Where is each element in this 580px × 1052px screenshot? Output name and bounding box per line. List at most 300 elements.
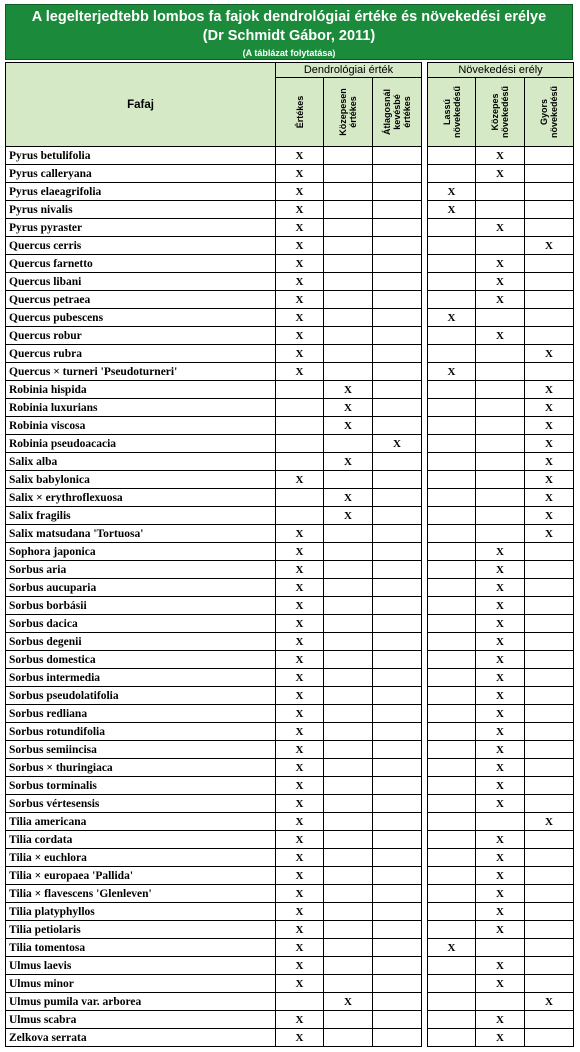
dendro-cell bbox=[324, 777, 373, 795]
growth-cell: X bbox=[525, 345, 574, 363]
species-name: Salix matsudana 'Tortuosa' bbox=[6, 525, 276, 543]
growth-cell bbox=[525, 651, 574, 669]
growth-cell bbox=[476, 525, 525, 543]
growth-cell bbox=[525, 759, 574, 777]
dendro-cell bbox=[324, 813, 373, 831]
table-row bbox=[6, 183, 422, 201]
table-row bbox=[428, 525, 574, 543]
dendro-cell bbox=[324, 669, 373, 687]
table-row bbox=[6, 939, 422, 957]
dendro-cell bbox=[324, 219, 373, 237]
growth-cell bbox=[428, 849, 476, 867]
growth-cell bbox=[428, 273, 476, 291]
growth-cell bbox=[476, 435, 525, 453]
growth-cell bbox=[476, 813, 525, 831]
table-title: A legelterjedtebb lombos fa fajok dendrológiai értéke és növekedési erélye bbox=[31, 9, 547, 25]
dendro-cell: X bbox=[324, 507, 373, 525]
table-row bbox=[6, 471, 422, 489]
dendro-cell: X bbox=[276, 669, 324, 687]
dendro-cell bbox=[324, 165, 373, 183]
table-row bbox=[6, 615, 422, 633]
table-row bbox=[428, 489, 574, 507]
growth-cell: X bbox=[476, 633, 525, 651]
species-name: Robinia luxurians bbox=[6, 399, 276, 417]
table-row bbox=[428, 219, 574, 237]
table-row bbox=[428, 867, 574, 885]
dendro-cell: X bbox=[276, 201, 324, 219]
table-row bbox=[6, 489, 422, 507]
dendro-cell bbox=[373, 831, 422, 849]
table-row bbox=[428, 327, 574, 345]
table-row bbox=[428, 831, 574, 849]
table-row bbox=[6, 399, 422, 417]
dendro-cell bbox=[373, 885, 422, 903]
table-row bbox=[6, 849, 422, 867]
dendro-cell bbox=[324, 1029, 373, 1047]
table-row bbox=[428, 615, 574, 633]
growth-cell: X bbox=[476, 903, 525, 921]
dendro-cell bbox=[373, 1011, 422, 1029]
table-row bbox=[428, 777, 574, 795]
species-name: Sorbus torminalis bbox=[6, 777, 276, 795]
growth-cell: X bbox=[476, 651, 525, 669]
species-name: Sorbus intermedia bbox=[6, 669, 276, 687]
table-row bbox=[6, 831, 422, 849]
growth-cell bbox=[428, 435, 476, 453]
dendro-cell bbox=[373, 867, 422, 885]
dendro-cell: X bbox=[276, 525, 324, 543]
table-row bbox=[6, 705, 422, 723]
species-name: Tilia tomentosa bbox=[6, 939, 276, 957]
table-row bbox=[6, 1029, 422, 1047]
dendro-cell: X bbox=[276, 705, 324, 723]
title-banner bbox=[5, 4, 573, 60]
dendro-cell bbox=[324, 309, 373, 327]
growth-cell bbox=[428, 1011, 476, 1029]
species-name: Quercus farnetto bbox=[6, 255, 276, 273]
growth-cell bbox=[428, 723, 476, 741]
table-row bbox=[6, 993, 422, 1011]
growth-col-lassu: Lassú növekedésű bbox=[428, 78, 476, 147]
growth-cell: X bbox=[476, 561, 525, 579]
growth-cell bbox=[428, 237, 476, 255]
table-source: (Dr Schmidt Gábor, 2011) bbox=[202, 28, 376, 44]
growth-cell bbox=[428, 705, 476, 723]
growth-cell bbox=[476, 471, 525, 489]
growth-cell: X bbox=[476, 687, 525, 705]
growth-cell bbox=[476, 489, 525, 507]
table-row bbox=[428, 147, 574, 165]
dendro-cell bbox=[373, 777, 422, 795]
growth-cell: X bbox=[476, 147, 525, 165]
growth-cell: X bbox=[476, 327, 525, 345]
species-name: Sorbus redliana bbox=[6, 705, 276, 723]
growth-cell bbox=[476, 201, 525, 219]
dendro-cell bbox=[324, 255, 373, 273]
dendro-cell bbox=[373, 723, 422, 741]
species-name: Sorbus × thuringiaca bbox=[6, 759, 276, 777]
dendro-cell bbox=[324, 921, 373, 939]
growth-cell bbox=[525, 363, 574, 381]
dendro-cell bbox=[324, 345, 373, 363]
dendro-cell bbox=[373, 633, 422, 651]
dendro-cell: X bbox=[276, 741, 324, 759]
growth-cell: X bbox=[525, 435, 574, 453]
dendro-cell bbox=[373, 903, 422, 921]
dendro-cell bbox=[324, 903, 373, 921]
table-row bbox=[428, 903, 574, 921]
dendro-cell bbox=[373, 849, 422, 867]
dendro-cell bbox=[373, 507, 422, 525]
dendro-cell bbox=[373, 543, 422, 561]
table-row bbox=[428, 255, 574, 273]
dendro-cell bbox=[324, 147, 373, 165]
dendro-cell bbox=[373, 309, 422, 327]
species-name: Sorbus aucuparia bbox=[6, 579, 276, 597]
dendro-cell bbox=[373, 579, 422, 597]
dendro-cell bbox=[324, 795, 373, 813]
growth-cell: X bbox=[525, 399, 574, 417]
species-name: Quercus robur bbox=[6, 327, 276, 345]
table-row bbox=[6, 327, 422, 345]
dendro-cell: X bbox=[276, 759, 324, 777]
species-name: Quercus rubra bbox=[6, 345, 276, 363]
table-row bbox=[428, 363, 574, 381]
table-row bbox=[6, 219, 422, 237]
growth-cell: X bbox=[476, 957, 525, 975]
dendro-cell bbox=[324, 759, 373, 777]
growth-cell: X bbox=[525, 993, 574, 1011]
dendro-cell bbox=[373, 597, 422, 615]
dendro-cell bbox=[373, 363, 422, 381]
growth-cell bbox=[525, 885, 574, 903]
dendro-cell: X bbox=[276, 687, 324, 705]
growth-cell: X bbox=[525, 237, 574, 255]
species-name: Pyrus calleryana bbox=[6, 165, 276, 183]
dendro-cell: X bbox=[276, 237, 324, 255]
table-row bbox=[428, 1029, 574, 1047]
growth-cell bbox=[428, 687, 476, 705]
dendro-cell: X bbox=[324, 453, 373, 471]
species-name: Robinia viscosa bbox=[6, 417, 276, 435]
dendro-cell: X bbox=[276, 903, 324, 921]
dendro-cell: X bbox=[276, 651, 324, 669]
dendro-cell bbox=[373, 705, 422, 723]
growth-cell: X bbox=[428, 363, 476, 381]
dendro-cell bbox=[324, 183, 373, 201]
dendro-cell: X bbox=[276, 885, 324, 903]
growth-cell: X bbox=[476, 705, 525, 723]
dendro-cell bbox=[373, 147, 422, 165]
table-row bbox=[428, 381, 574, 399]
growth-cell bbox=[525, 597, 574, 615]
growth-cell bbox=[428, 651, 476, 669]
growth-cell bbox=[428, 453, 476, 471]
growth-cell bbox=[428, 291, 476, 309]
table-row bbox=[428, 993, 574, 1011]
growth-cell bbox=[428, 975, 476, 993]
species-name: Ulmus pumila var. arborea bbox=[6, 993, 276, 1011]
dendro-cell: X bbox=[276, 471, 324, 489]
growth-cell bbox=[525, 795, 574, 813]
dendro-col-ertekes: Értékes bbox=[276, 78, 324, 147]
dendro-cell bbox=[373, 993, 422, 1011]
growth-cell: X bbox=[428, 201, 476, 219]
dendro-cell bbox=[324, 867, 373, 885]
dendro-cell bbox=[373, 975, 422, 993]
table-row bbox=[6, 561, 422, 579]
growth-cell: X bbox=[525, 507, 574, 525]
growth-cell: X bbox=[476, 975, 525, 993]
table-row bbox=[6, 633, 422, 651]
dendro-cell bbox=[373, 471, 422, 489]
table-row bbox=[428, 309, 574, 327]
table-row bbox=[6, 579, 422, 597]
dendro-cell bbox=[373, 399, 422, 417]
table-row bbox=[6, 417, 422, 435]
species-name: Quercus cerris bbox=[6, 237, 276, 255]
dendro-cell bbox=[373, 291, 422, 309]
dendro-cell bbox=[373, 669, 422, 687]
dendro-cell: X bbox=[276, 273, 324, 291]
growth-cell: X bbox=[476, 579, 525, 597]
species-name: Sorbus domestica bbox=[6, 651, 276, 669]
dendro-cell bbox=[276, 417, 324, 435]
table-row bbox=[428, 687, 574, 705]
table-row bbox=[428, 669, 574, 687]
growth-cell: X bbox=[476, 1011, 525, 1029]
table-row bbox=[428, 921, 574, 939]
dendro-cell: X bbox=[324, 399, 373, 417]
dendro-cell bbox=[324, 273, 373, 291]
table-row bbox=[6, 291, 422, 309]
table-row bbox=[6, 381, 422, 399]
table-row bbox=[428, 183, 574, 201]
growth-cell: X bbox=[476, 669, 525, 687]
table-row bbox=[428, 759, 574, 777]
dendro-cell bbox=[324, 957, 373, 975]
growth-cell bbox=[476, 183, 525, 201]
dendro-cell bbox=[324, 435, 373, 453]
growth-cell bbox=[428, 1029, 476, 1047]
growth-cell bbox=[525, 921, 574, 939]
species-name: Ulmus minor bbox=[6, 975, 276, 993]
table-row bbox=[6, 237, 422, 255]
dendro-cell: X bbox=[276, 255, 324, 273]
dendro-cell bbox=[324, 327, 373, 345]
growth-cell bbox=[428, 669, 476, 687]
species-name: Tilia × euchlora bbox=[6, 849, 276, 867]
species-name: Salix alba bbox=[6, 453, 276, 471]
growth-cell bbox=[428, 903, 476, 921]
dendro-cell: X bbox=[276, 777, 324, 795]
growth-cell bbox=[428, 957, 476, 975]
table-row bbox=[428, 723, 574, 741]
growth-cell bbox=[428, 417, 476, 435]
dendro-cell: X bbox=[324, 381, 373, 399]
table-row bbox=[428, 507, 574, 525]
growth-cell bbox=[525, 183, 574, 201]
table-row bbox=[428, 273, 574, 291]
table-row bbox=[6, 741, 422, 759]
dendro-cell bbox=[373, 165, 422, 183]
table-row bbox=[6, 921, 422, 939]
dendro-cell: X bbox=[276, 1029, 324, 1047]
growth-cell: X bbox=[476, 795, 525, 813]
dendro-cell bbox=[373, 921, 422, 939]
table-row bbox=[428, 957, 574, 975]
species-name: Sorbus borbásii bbox=[6, 597, 276, 615]
table-row bbox=[428, 417, 574, 435]
growth-cell bbox=[525, 561, 574, 579]
table-row bbox=[6, 507, 422, 525]
dendro-cell: X bbox=[276, 579, 324, 597]
dendro-cell bbox=[276, 381, 324, 399]
growth-cell: X bbox=[476, 759, 525, 777]
dendro-cell bbox=[324, 831, 373, 849]
table-row bbox=[6, 597, 422, 615]
growth-cell bbox=[525, 741, 574, 759]
table-row bbox=[428, 237, 574, 255]
dendro-cell bbox=[324, 291, 373, 309]
dendro-cell bbox=[373, 813, 422, 831]
table-row bbox=[428, 561, 574, 579]
species-name: Ulmus laevis bbox=[6, 957, 276, 975]
growth-cell bbox=[428, 615, 476, 633]
growth-cell bbox=[525, 273, 574, 291]
dendro-cell: X bbox=[276, 615, 324, 633]
table-row bbox=[428, 471, 574, 489]
growth-cell: X bbox=[476, 777, 525, 795]
growth-cell bbox=[428, 489, 476, 507]
dendro-cell: X bbox=[276, 543, 324, 561]
growth-cell bbox=[428, 741, 476, 759]
dendro-cell bbox=[324, 975, 373, 993]
dendro-cell bbox=[276, 399, 324, 417]
species-dendro-table bbox=[5, 62, 422, 1047]
dendro-cell bbox=[373, 561, 422, 579]
table-row bbox=[6, 1011, 422, 1029]
table-row bbox=[428, 435, 574, 453]
growth-cell: X bbox=[525, 489, 574, 507]
dendro-cell bbox=[324, 471, 373, 489]
dendro-cell bbox=[373, 489, 422, 507]
growth-cell: X bbox=[476, 867, 525, 885]
dendro-cell bbox=[276, 435, 324, 453]
dendro-cell: X bbox=[276, 561, 324, 579]
growth-cell: X bbox=[428, 939, 476, 957]
dendro-cell bbox=[324, 1011, 373, 1029]
dendro-group-header: Dendrológiai érték bbox=[276, 63, 422, 78]
growth-cell bbox=[525, 1011, 574, 1029]
growth-cell bbox=[525, 777, 574, 795]
growth-cell bbox=[476, 993, 525, 1011]
dendro-cell bbox=[373, 219, 422, 237]
dendro-cell bbox=[324, 561, 373, 579]
growth-cell: X bbox=[525, 417, 574, 435]
dendro-cell bbox=[276, 993, 324, 1011]
table-row bbox=[428, 165, 574, 183]
dendro-cell: X bbox=[324, 993, 373, 1011]
dendro-cell bbox=[324, 849, 373, 867]
table-row bbox=[428, 885, 574, 903]
growth-cell bbox=[428, 147, 476, 165]
fafaj-header: Fafaj bbox=[6, 63, 276, 147]
growth-cell bbox=[476, 453, 525, 471]
growth-cell bbox=[525, 687, 574, 705]
growth-cell bbox=[525, 543, 574, 561]
species-name: Sorbus rotundifolia bbox=[6, 723, 276, 741]
table-row bbox=[428, 291, 574, 309]
dendro-cell bbox=[373, 255, 422, 273]
dendro-cell bbox=[324, 597, 373, 615]
table-row bbox=[6, 165, 422, 183]
species-name: Quercus libani bbox=[6, 273, 276, 291]
growth-cell: X bbox=[476, 723, 525, 741]
growth-cell bbox=[428, 633, 476, 651]
dendro-col-atlagosnal: Átlagosnál kevésbé értékes bbox=[373, 78, 422, 147]
dendro-cell bbox=[373, 381, 422, 399]
growth-cell bbox=[525, 939, 574, 957]
dendro-cell bbox=[324, 579, 373, 597]
growth-cell bbox=[428, 813, 476, 831]
dendro-cell bbox=[373, 615, 422, 633]
dendro-cell bbox=[373, 453, 422, 471]
dendro-cell: X bbox=[276, 147, 324, 165]
growth-cell bbox=[525, 327, 574, 345]
growth-cell bbox=[525, 723, 574, 741]
table-row bbox=[6, 867, 422, 885]
growth-cell: X bbox=[476, 615, 525, 633]
dendro-cell bbox=[373, 795, 422, 813]
dendro-cell: X bbox=[276, 975, 324, 993]
dendro-cell bbox=[324, 651, 373, 669]
species-name: Sorbus dacica bbox=[6, 615, 276, 633]
growth-cell bbox=[525, 615, 574, 633]
growth-cell bbox=[476, 417, 525, 435]
dendro-cell: X bbox=[276, 867, 324, 885]
growth-cell bbox=[525, 579, 574, 597]
growth-cell: X bbox=[525, 525, 574, 543]
dendro-cell: X bbox=[373, 435, 422, 453]
table-row bbox=[428, 201, 574, 219]
species-name: Tilia × flavescens 'Glenleven' bbox=[6, 885, 276, 903]
dendro-cell: X bbox=[276, 957, 324, 975]
dendro-cell bbox=[373, 345, 422, 363]
table-row bbox=[6, 435, 422, 453]
dendro-cell bbox=[324, 723, 373, 741]
dendro-cell: X bbox=[276, 597, 324, 615]
growth-cell bbox=[428, 381, 476, 399]
growth-cell: X bbox=[428, 183, 476, 201]
growth-cell bbox=[525, 147, 574, 165]
table-row bbox=[428, 651, 574, 669]
growth-cell bbox=[476, 309, 525, 327]
growth-cell bbox=[476, 381, 525, 399]
species-name: Salix fragilis bbox=[6, 507, 276, 525]
table-row bbox=[6, 957, 422, 975]
dendro-cell: X bbox=[276, 1011, 324, 1029]
species-name: Salix babylonica bbox=[6, 471, 276, 489]
dendro-col-kozepesen: Közepesen értékes bbox=[324, 78, 373, 147]
dendro-cell bbox=[324, 237, 373, 255]
table-row bbox=[6, 687, 422, 705]
dendro-cell: X bbox=[324, 417, 373, 435]
species-name: Pyrus betulifolia bbox=[6, 147, 276, 165]
table-row bbox=[428, 579, 574, 597]
table-row bbox=[428, 939, 574, 957]
growth-cell bbox=[525, 831, 574, 849]
